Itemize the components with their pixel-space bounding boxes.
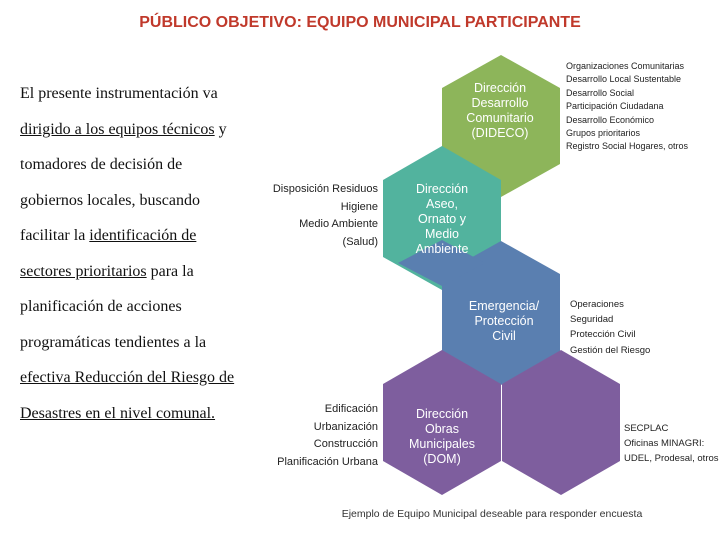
- intro-text-part: tomadores de decisión de: [20, 156, 183, 173]
- list-item: Desarrollo: [471, 96, 529, 110]
- list-item: Registro Social Hogares, otros: [566, 141, 689, 152]
- list-item: Disposición Residuos: [272, 183, 378, 195]
- list-item: Gestión del Riesgo: [570, 344, 651, 356]
- list-item: Desarrollo Económico: [566, 114, 655, 125]
- list-item: Protección: [474, 314, 534, 328]
- hex-label-dideco: [452, 81, 548, 141]
- list-item: Comunitario: [466, 111, 534, 125]
- intro-text-part: El presente instrumentación va: [20, 85, 218, 102]
- list-item: Edificación: [324, 403, 378, 415]
- hex-label-dom: [394, 407, 490, 467]
- intro-text-part: sectores prioritarios: [20, 262, 147, 280]
- list-item: Protección Civil: [570, 329, 636, 341]
- list-item: Dirección: [415, 407, 469, 421]
- list-item: Ambiente: [415, 242, 469, 256]
- list-item: Participación Ciudadana: [566, 101, 664, 112]
- dom-functions-list: [238, 401, 378, 471]
- list-item: Medio: [424, 227, 460, 241]
- list-item: Urbanización: [313, 420, 378, 433]
- list-item: Obras: [424, 422, 460, 436]
- list-item: Civil: [492, 329, 516, 343]
- list-item: Organizaciones Comunitarias: [566, 61, 685, 71]
- intro-text-part: Desastres en el nivel comunal.: [20, 404, 216, 422]
- list-item: Aseo,: [426, 197, 458, 211]
- emergencia-functions-list: [570, 297, 650, 358]
- list-item: (DIDECO): [471, 126, 529, 140]
- intro-text-part: dirigido a los equipos técnicos: [20, 120, 215, 138]
- list-item: Grupos prioritarios: [566, 128, 641, 139]
- list-item: Municipales: [408, 437, 475, 451]
- list-item: Operaciones: [570, 299, 624, 310]
- list-item: Seguridad: [570, 314, 614, 326]
- intro-text-part: planificación de acciones: [20, 298, 182, 315]
- intro-text-part: programáticas tendientes a la: [20, 333, 207, 351]
- list-item: UDEL, Prodesal, otros: [624, 453, 719, 465]
- secplac-list: [624, 421, 719, 467]
- page-title: PÚBLICO OBJETIVO: EQUIPO MUNICIPAL PARTICIPANTE: [139, 14, 581, 31]
- list-item: (Salud): [342, 235, 378, 248]
- list-item: Medio Ambiente: [299, 218, 378, 230]
- intro-text-part: y: [214, 120, 227, 138]
- dideco-functions-list: [566, 60, 688, 154]
- list-item: Construcción: [313, 438, 378, 450]
- intro-text-part: efectiva Reducción del Riesgo de: [20, 369, 235, 386]
- intro-text-part: gobiernos locales, buscando: [20, 191, 200, 209]
- list-item: Dirección: [415, 182, 469, 196]
- list-item: Emergencia/: [468, 299, 540, 313]
- aseo-functions-list: [238, 181, 378, 251]
- list-item: Higiene: [340, 200, 378, 213]
- intro-text-part: facilitar la: [20, 227, 90, 244]
- footer-caption: Ejemplo de Equipo Municipal deseable para responder encuesta: [341, 508, 643, 520]
- list-item: Planificación Urbana: [277, 455, 378, 468]
- list-item: Oficinas MINAGRI:: [624, 438, 705, 450]
- hex-label-aseo: [394, 182, 490, 257]
- hex-label-emergencia: [452, 299, 556, 344]
- list-item: Dirección: [473, 81, 527, 95]
- list-item: Desarrollo Local Sustentable: [566, 74, 682, 85]
- intro-text-part: identificación de: [89, 227, 197, 244]
- intro-text-part: para la: [146, 262, 194, 280]
- list-item: (DOM): [423, 452, 461, 466]
- list-item: Ornato y: [418, 212, 466, 226]
- list-item: SECPLAC: [624, 423, 669, 434]
- list-item: Desarrollo Social: [566, 87, 635, 98]
